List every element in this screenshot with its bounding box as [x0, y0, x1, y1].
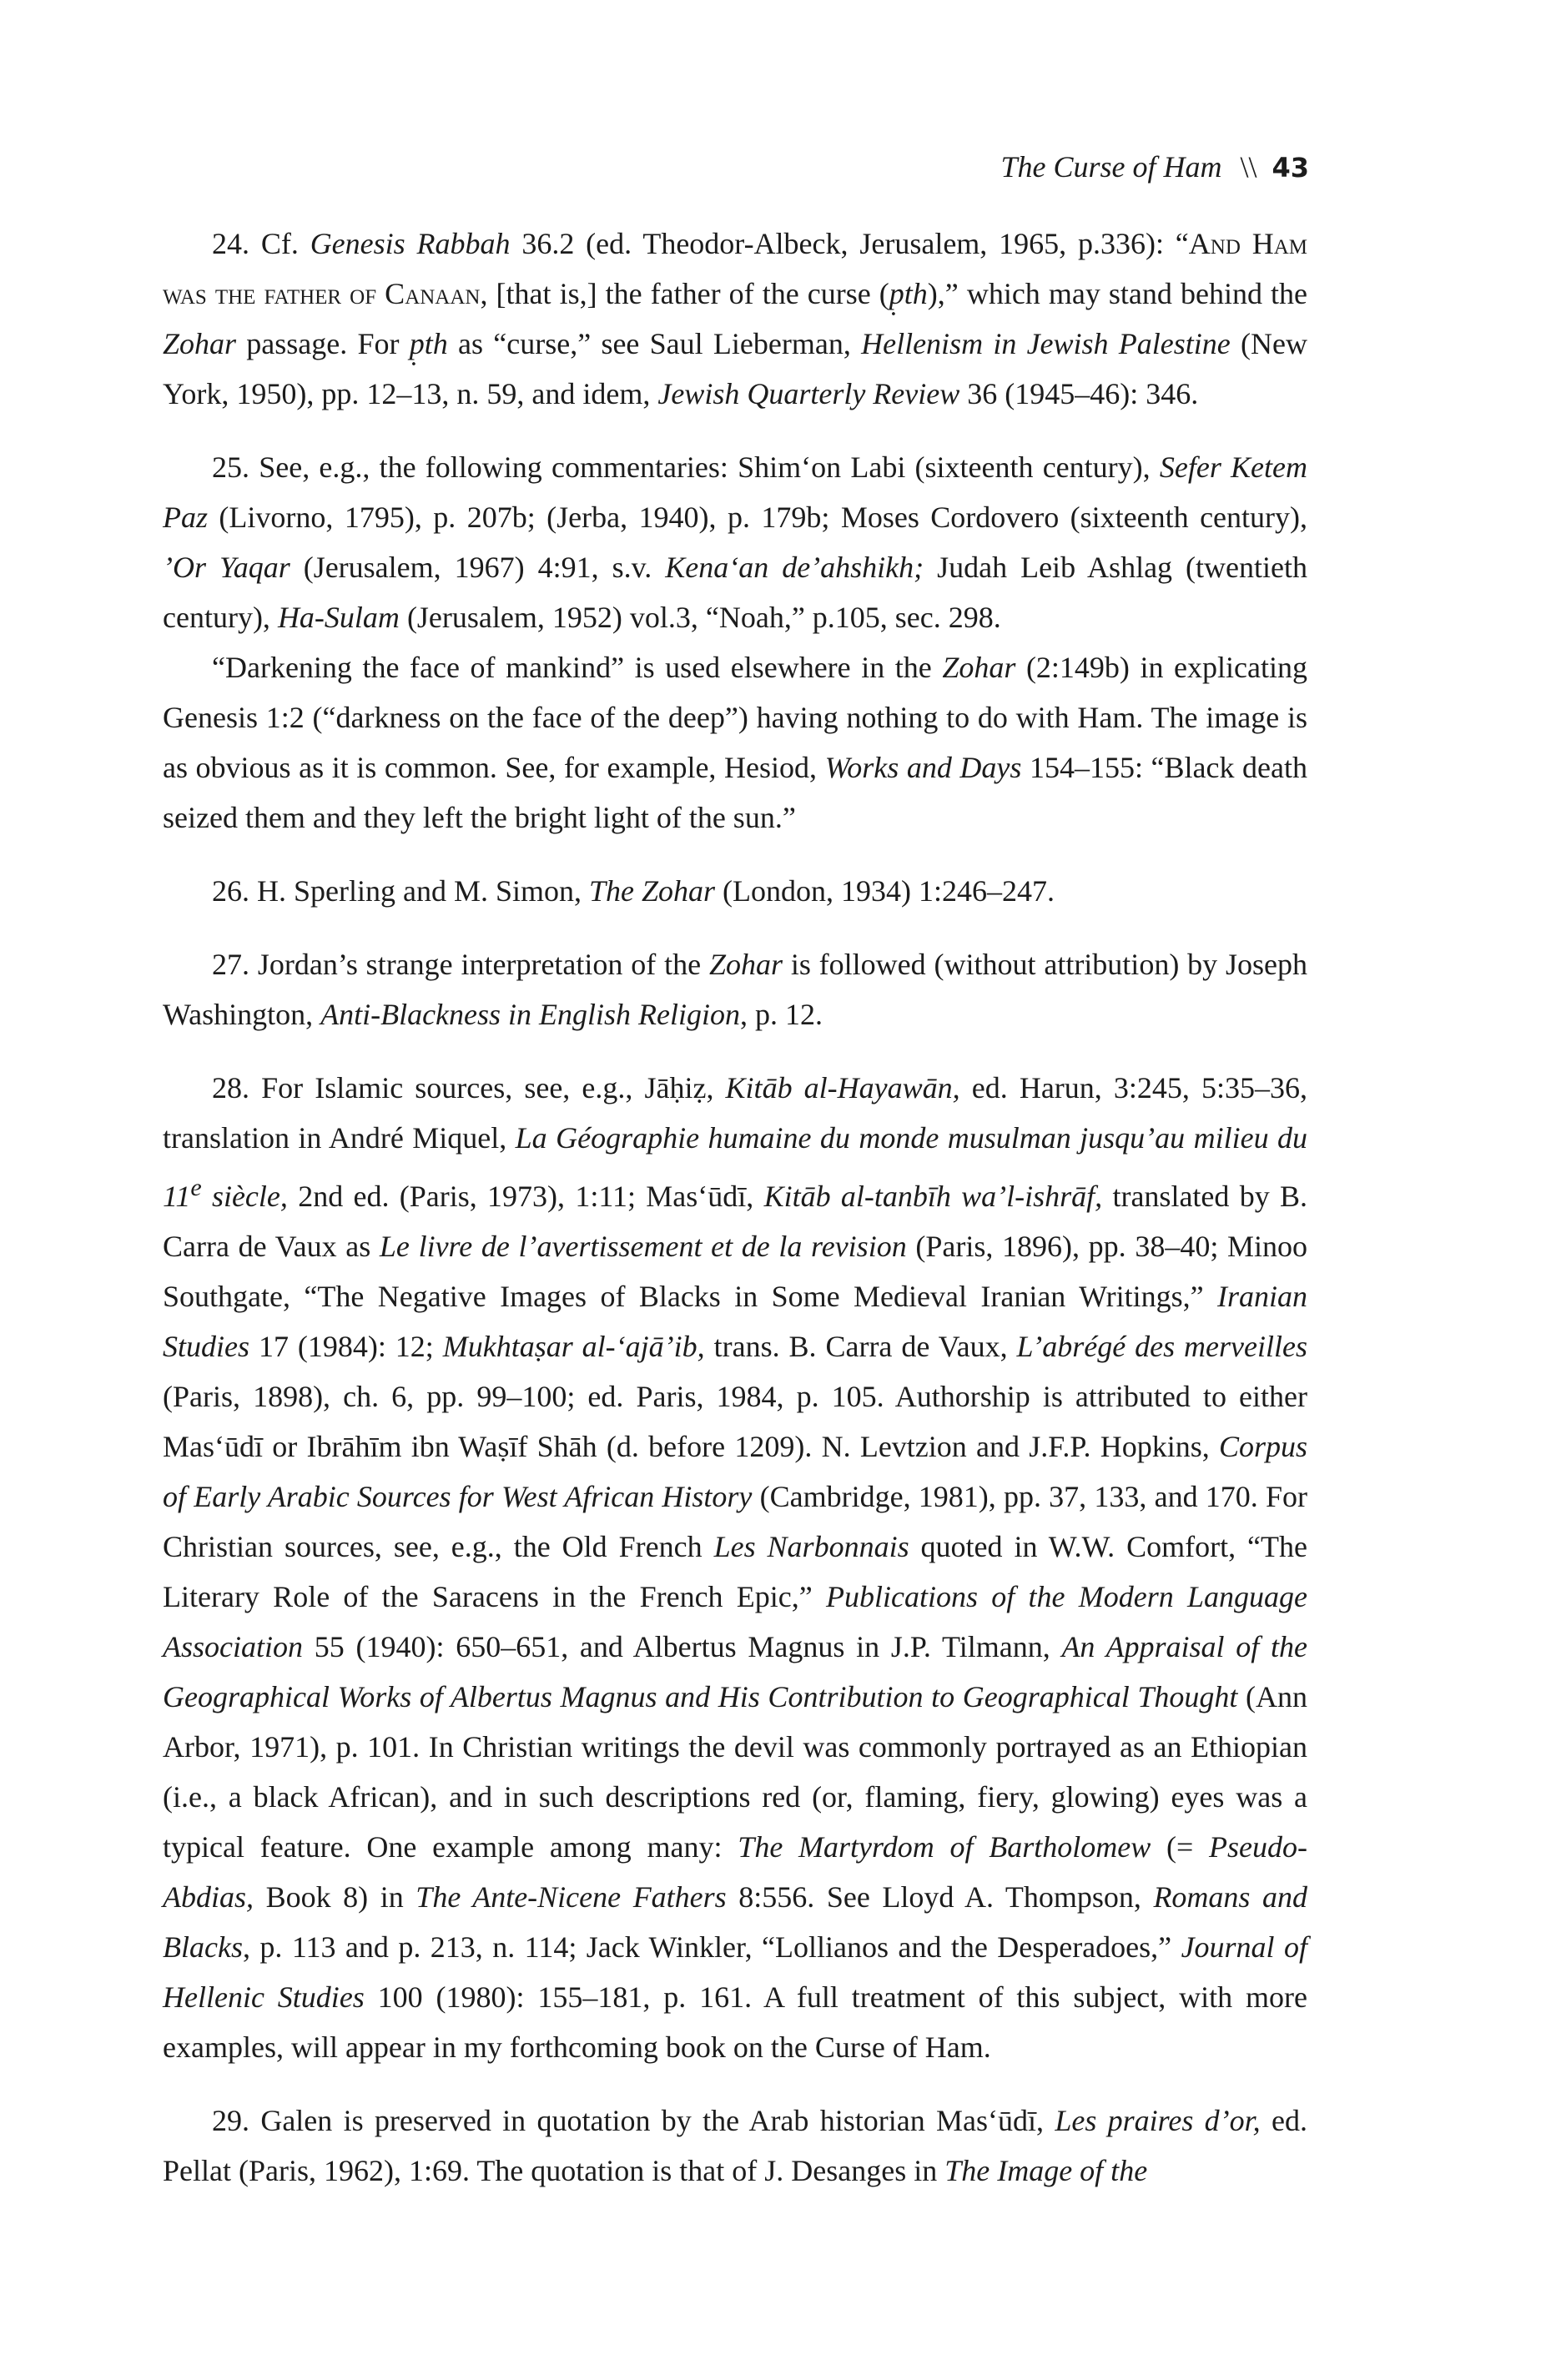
note-text: as “curse,” see Saul Lieberman, [447, 327, 862, 360]
note-text: [that is,] the father of the curse ( [487, 277, 889, 310]
note-text: 2nd ed. (Paris, 1973), 1:11; Mas‘ūdī, [287, 1180, 764, 1213]
note-text: 26. H. Sperling and M. Simon, [212, 874, 590, 908]
note-text: Judah Leib Ashlag (twentieth century), [163, 551, 1307, 634]
title-ref: Pseudo-Abdias, [163, 1830, 1307, 1914]
note-text: (Cambridge, 1981), pp. 37, 133, and 170. For Christian sources, see, e.g., the Old French [163, 1480, 1307, 1563]
note-text: 24. Cf. [212, 227, 310, 260]
endnotes [163, 219, 1307, 2196]
note-25 [163, 442, 1307, 642]
note-26 [163, 866, 1307, 916]
note-text: 25. See, e.g., the following commentaries: Shim‘on Labi (sixteenth century), [212, 450, 1160, 484]
note-text: ed. Harun, 3:245, 5:35–36, translation in André Miquel, [163, 1071, 1307, 1155]
note-text: 28. For Islamic sources, see, e.g., Jāḥiẓ, [212, 1071, 726, 1104]
note-text: Book 8) in [254, 1880, 416, 1914]
title-ref: Works and Days [824, 751, 1022, 784]
title-ref: Jewish Quarterly Review [657, 377, 960, 410]
note-text: (= [1151, 1830, 1210, 1864]
note-text: quoted in W.W. Comfort, “The Literary Role of the Saracens in the French Epic,” [163, 1530, 1308, 1613]
note-text: 100 (1980): 155–181, p. 161. A full treatment of this subject, with more examples, will appear in my forthcoming book on the Curse of Ham. [163, 1980, 1308, 2064]
page-number: 43 [1272, 152, 1309, 184]
title-ref: Journal of Hellenic Studies [163, 1930, 1307, 2014]
note-text: (Livorno, 1795), p. 207b; (Jerba, 1940), p. 179b; Moses Cordovero (sixteenth century), [208, 501, 1307, 534]
title-ref: ’Or Yaqar [163, 551, 290, 584]
note-text: (New York, 1950), pp. 12–13, n. 59, and idem, [163, 327, 1307, 410]
title-ref: The Martyrdom of Bartholomew [738, 1830, 1151, 1864]
title-ref: Corpus of Early Arabic Sources for West African History [163, 1430, 1307, 1513]
title-ref: Kitāb al-Hayawān, [725, 1071, 960, 1104]
running-head-separator: \\ [1240, 150, 1257, 184]
note-text: “Darkening the face of mankind” is used elsewhere in the [212, 651, 943, 684]
note-text: 17 (1984): 12; [249, 1330, 443, 1363]
note-text: passage. For [236, 327, 410, 360]
title-ref: Anti-Blackness in English Religion [320, 998, 741, 1031]
note-text: 55 (1940): 650–651, and Albertus Magnus in J.P. Tilmann, [303, 1630, 1062, 1663]
note-text: 29. Galen is preserved in quotation by the Arab historian Mas‘ūdī, [212, 2104, 1055, 2137]
term-ref: p̣th [889, 277, 928, 310]
note-text: 36.2 (ed. Theodor-Albeck, Jerusalem, 1965, p.336): “ [510, 227, 1189, 260]
title-ref: L’abrégé des merveilles [1016, 1330, 1307, 1363]
title-ref: Zohar [708, 948, 783, 981]
note-text: , p. 113 and p. 213, n. 114; Jack Winkler, “Lollianos and the Desperadoes,” [242, 1930, 1181, 1964]
title-ref: Kitāb al-tanbīh wa’l-ishrāf, [763, 1180, 1103, 1213]
title-ref: La Géographie humaine du monde musulman jusqu’au milieu du 11 [163, 1121, 1308, 1213]
note-text: , p. 12. [740, 998, 823, 1031]
title-ref: Les Narbonnais [713, 1530, 909, 1563]
note-24 [163, 219, 1307, 419]
title-ref: The Ante-Nicene Fathers [415, 1880, 727, 1914]
note-text: trans. B. Carra de Vaux, [704, 1330, 1017, 1363]
note-text: ),” which may stand behind the [927, 277, 1307, 310]
title-ref: The Zohar [589, 874, 716, 908]
title-ref: Le livre de l’avertissement et de la revision [379, 1230, 907, 1263]
note-text: translated by B. Carra de Vaux as [163, 1180, 1307, 1263]
title-ref: Mukhtaṣar al-‘ajā’ib, [442, 1330, 705, 1363]
running-head [1000, 148, 1309, 186]
title-ref: siècle, [201, 1180, 288, 1213]
title-ref: The Image of the [944, 2154, 1148, 2187]
title-ref: Zohar [942, 651, 1016, 684]
title-ref: Iranian Studies [163, 1280, 1307, 1363]
title-ref: An Appraisal of the Geographical Works of Albertus Magnus and His Contribution to Geographical Thought [163, 1630, 1307, 1713]
term-ref: p̣th [409, 327, 448, 360]
title-ref: Sefer Ketem Paz [163, 450, 1308, 534]
note-27 [163, 939, 1307, 1039]
running-head-title: The Curse of Ham [1000, 150, 1222, 184]
note-text: 27. Jordan’s strange interpretation of the [212, 948, 709, 981]
term-ref: Kena‘an de’ahshikh; [665, 551, 924, 584]
superscript: e [190, 1174, 202, 1201]
note-text: is followed (without attribution) by Joseph Washington, [163, 948, 1307, 1031]
title-ref: Publications of the Modern Language Association [163, 1580, 1307, 1663]
title-ref: Romans and Blacks [163, 1880, 1308, 1964]
note-text: 8:556. See Lloyd A. Thompson, [726, 1880, 1154, 1914]
title-ref: Les praires d’or, [1055, 2104, 1261, 2137]
note-text: (Paris, 1896), pp. 38–40; Minoo Southgate, “The Negative Images of Blacks in Some Medieval Iranian Writings,” [163, 1230, 1308, 1313]
note-text: (Jerusalem, 1967) 4:91, s.v. [290, 551, 666, 584]
quoted-smallcaps: And Ham was the father of Canaan, [163, 227, 1308, 310]
note-text: ed. Pellat (Paris, 1962), 1:69. The quotation is that of J. Desanges in [163, 2104, 1307, 2187]
note-text: 36 (1945–46): 346. [959, 377, 1199, 410]
title-ref: Ha-Sulam [277, 601, 400, 634]
note-29 [163, 2096, 1307, 2196]
note-28 [163, 1063, 1307, 2072]
note-text: (Paris, 1898), ch. 6, pp. 99–100; ed. Paris, 1984, p. 105. Authorship is attributed to either Mas‘ūdī or Ibrāhīm ibn Waṣīf Shāh (d. before 1209). N. Levtzion and J.F.P. Hopkins, [163, 1380, 1307, 1463]
note-text: 154–155: “Black death seized them and they left the bright light of the sun.” [163, 751, 1307, 834]
title-ref: Genesis Rabbah [310, 227, 511, 260]
title-ref: Zohar [163, 327, 237, 360]
note-text: (Ann Arbor, 1971), p. 101. In Christian writings the devil was commonly portrayed as an Ethiopian (i.e., a black African), and in such descriptions red (or, flaming, fiery, glowing) eyes was a typical feature. One example among many: [163, 1680, 1307, 1864]
note-25-continued [163, 642, 1307, 843]
title-ref: Hellenism in Jewish Palestine [861, 327, 1231, 360]
note-text: (London, 1934) 1:246–247. [715, 874, 1055, 908]
note-text: (Jerusalem, 1952) vol.3, “Noah,” p.105, sec. 298. [399, 601, 1001, 634]
note-text: (2:149b) in explicating Genesis 1:2 (“darkness on the face of the deep”) having nothing to do with Ham. The image is as obvious as it is common. See, for example, Hesiod, [163, 651, 1307, 784]
